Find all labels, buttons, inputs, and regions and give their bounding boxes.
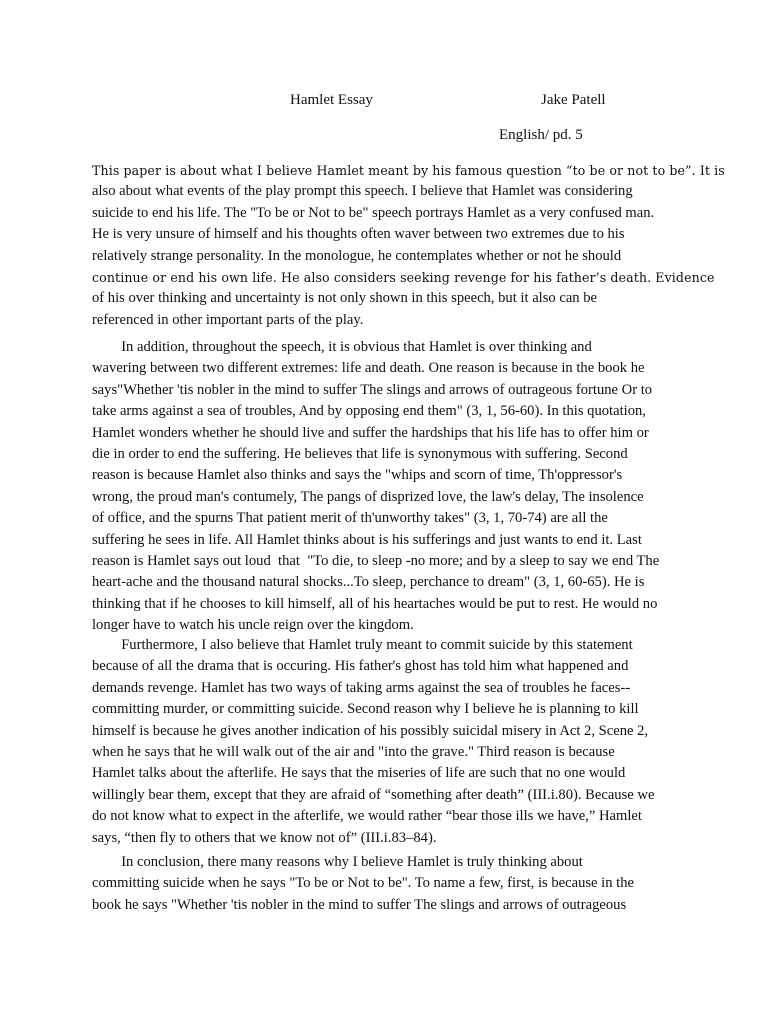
essay-title: Hamlet Essay <box>290 92 373 108</box>
paragraph-body-1 <box>92 337 684 636</box>
text-line: committing suicide when he says "To be or Not to be". To name a few, first, is because in the <box>92 875 635 892</box>
text-line: thinking that if he chooses to kill himself, all of his heartaches would be put to rest. He would no <box>92 595 658 612</box>
text-line: In addition, throughout the speech, it is obvious that Hamlet is over thinking and <box>92 339 592 355</box>
text-line: says"Whether 'tis nobler in the mind to suffer The slings and arrows of outrageous fortune Or to <box>92 381 653 398</box>
text-line: Furthermore, I also believe that Hamlet truly meant to commit suicide by this statement <box>92 637 633 653</box>
text-line: reason is because Hamlet also thinks and says the "whips and scorn of time, Th'oppressor's <box>92 467 623 484</box>
paragraph-body-2 <box>92 635 684 849</box>
text-line: demands revenge. Hamlet has two ways of taking arms against the sea of troubles he faces-- <box>92 679 631 696</box>
text-line: himself is because he gives another indication of his possibly suicidal misery in Act 2, Scene 2, <box>92 722 649 739</box>
text-line: suicide to end his life. The "To be or Not to be" speech portrays Hamlet as a very confused man. <box>92 204 655 221</box>
text-line: referenced in other important parts of the play. <box>92 311 364 328</box>
text-line: Hamlet talks about the afterlife. He says that the miseries of life are such that no one would <box>92 765 626 782</box>
paragraph-introduction <box>92 160 725 331</box>
text-line: heart-ache and the thousand natural shocks...To sleep, perchance to dream" (3, 1, 60-65). He is <box>92 574 645 591</box>
text-line: of his over thinking and uncertainty is not only shown in this speech, but it also can be <box>92 290 598 307</box>
text-line: longer have to watch his uncle reign over the kingdom. <box>92 617 414 634</box>
text-line: do not know what to expect in the afterlife, we would rather “bear those ills we have,” Hamlet <box>92 808 642 825</box>
text-line: Hamlet wonders whether he should live and suffer the hardships that his life has to offer him or <box>92 424 649 441</box>
text-line: also about what events of the play prompt this speech. I believe that Hamlet was considering <box>92 183 633 200</box>
text-line: willingly bear them, except that they are afraid of “something after death” (III.i.80). Because we <box>92 786 655 803</box>
text-line: committing murder, or committing suicide. Second reason why I believe he is planning to kill <box>92 701 639 718</box>
text-line: wrong, the proud man's contumely, The pangs of disprized love, the law's delay, The insolence <box>92 488 644 505</box>
text-line: wavering between two different extremes: life and death. One reason is because in the book he <box>92 360 645 377</box>
text-line: In conclusion, there many reasons why I believe Hamlet is truly thinking about <box>92 854 583 870</box>
text-line: This paper is about what I believe Hamlet meant by his famous question “to be or not to be”. It is <box>92 163 725 178</box>
text-line: relatively strange personality. In the monologue, he contemplates whether or not he should <box>92 247 622 264</box>
text-line: of office, and the spurns That patient merit of th'unworthy takes" (3, 1, 70-74) are all the <box>92 510 608 527</box>
text-line: says, “then fly to others that we know not of” (III.i.83–84). <box>92 829 437 846</box>
text-line: continue or end his own life. He also considers seeking revenge for his father’s death. Evidence <box>92 269 715 285</box>
text-line: book he says "Whether 'tis nobler in the mind to suffer The slings and arrows of outrageous <box>92 896 627 913</box>
text-line: suffering he sees in life. All Hamlet thinks about is his sufferings and just wants to end it. Last <box>92 531 642 548</box>
text-line: because of all the drama that is occuring. His father's ghost has told him what happened and <box>92 658 629 675</box>
class-period: English/ pd. 5 <box>499 127 583 143</box>
paragraph-conclusion <box>92 852 684 916</box>
text-line: take arms against a sea of troubles, And by opposing end them" (3, 1, 56-60). In this quotation, <box>92 403 646 420</box>
text-line: reason is Hamlet says out loud that "To die, to sleep -no more; and by a sleep to say we end The <box>92 552 660 569</box>
text-line: He is very unsure of himself and his thoughts often waver between two extremes due to his <box>92 226 625 243</box>
author-name: Jake Patell <box>541 92 606 108</box>
text-line: when he says that he will walk out of the air and "into the grave." Third reason is because <box>92 743 615 760</box>
text-line: die in order to end the suffering. He believes that life is synonymous with suffering. Second <box>92 445 628 462</box>
